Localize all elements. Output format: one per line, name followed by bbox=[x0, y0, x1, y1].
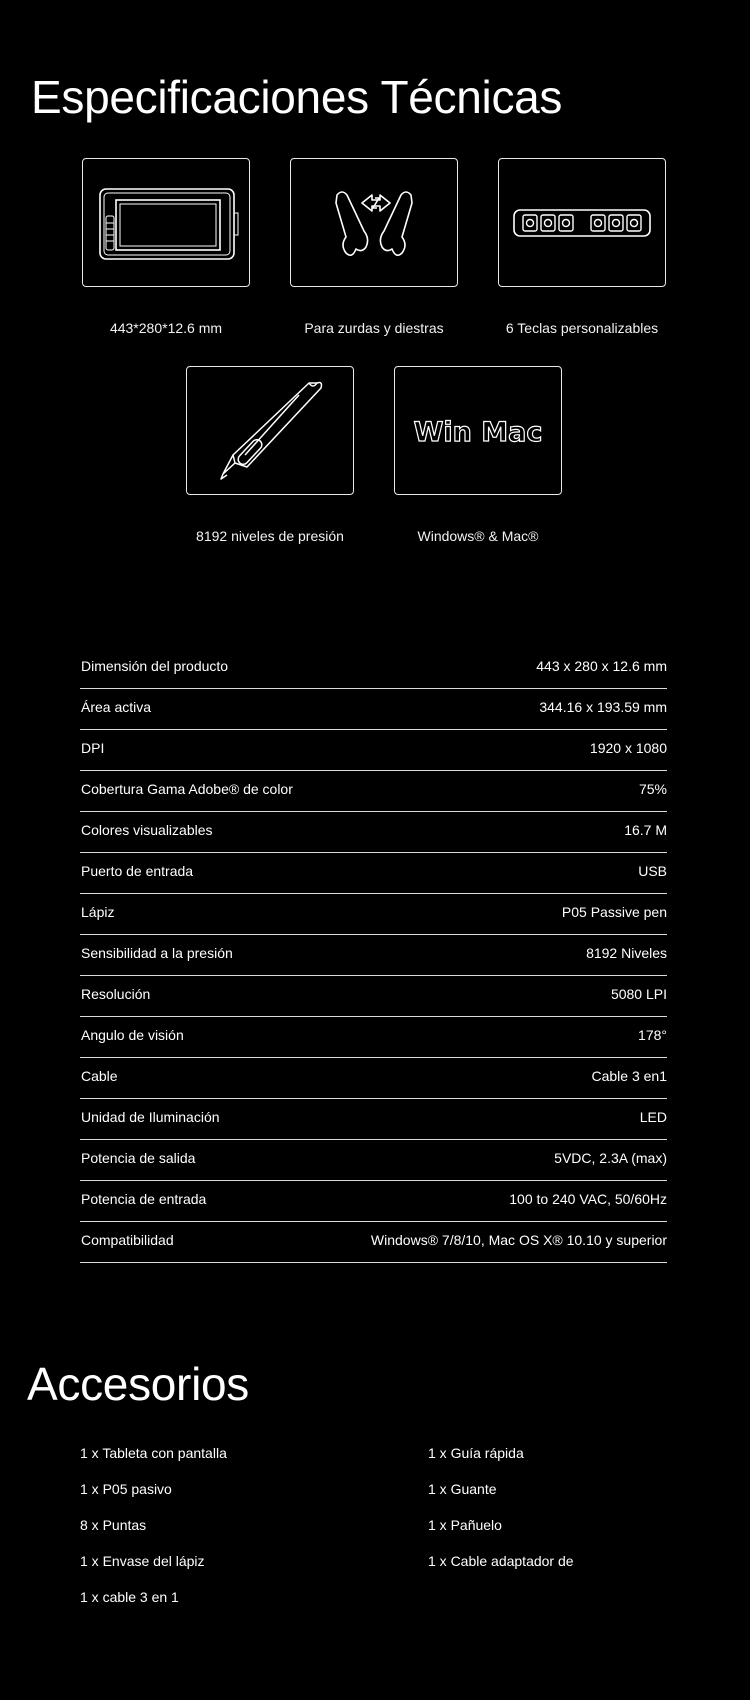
spec-value: 100 to 240 VAC, 50/60Hz bbox=[509, 1191, 667, 1207]
page-title: Especificaciones Técnicas bbox=[31, 71, 563, 123]
win-mac-logo-text: Win Mac bbox=[413, 416, 543, 448]
list-item: 1 x Pañuelo bbox=[428, 1517, 502, 1533]
accessories-title: Accesorios bbox=[27, 1358, 249, 1410]
spec-value: 5080 LPI bbox=[610, 986, 667, 1002]
spec-value: LED bbox=[639, 1109, 667, 1125]
feature-keys bbox=[498, 158, 666, 336]
spec-value: 178° bbox=[638, 1027, 667, 1043]
spec-row bbox=[80, 853, 667, 894]
spec-row bbox=[80, 1099, 667, 1140]
spec-row bbox=[80, 1222, 667, 1263]
spec-row bbox=[80, 935, 667, 976]
spec-label: Cobertura Gama Adobe® de color bbox=[81, 781, 293, 797]
feature-box bbox=[498, 158, 666, 287]
accessories-list-right bbox=[428, 1445, 574, 1589]
list-item: 1 x cable 3 en 1 bbox=[80, 1589, 179, 1605]
feature-caption: 8192 niveles de presión bbox=[196, 528, 344, 544]
spec-label: Cable bbox=[81, 1068, 118, 1084]
spec-row bbox=[80, 1017, 667, 1058]
spec-value: 344.16 x 193.59 mm bbox=[539, 699, 667, 715]
spec-value: 443 x 280 x 12.6 mm bbox=[536, 658, 667, 674]
feature-pen bbox=[186, 366, 354, 544]
spec-table bbox=[80, 648, 667, 1263]
feature-box bbox=[394, 366, 562, 495]
spec-row bbox=[80, 812, 667, 853]
spec-value: 1920 x 1080 bbox=[589, 740, 667, 756]
spec-label: Potencia de entrada bbox=[81, 1191, 207, 1207]
left-right-hands-icon bbox=[314, 173, 434, 273]
feature-box bbox=[290, 158, 458, 287]
spec-value: Cable 3 en1 bbox=[591, 1068, 667, 1084]
spec-label: Colores visualizables bbox=[81, 822, 213, 838]
spec-row bbox=[80, 730, 667, 771]
spec-value: 16.7 M bbox=[624, 822, 667, 838]
feature-hands bbox=[290, 158, 458, 336]
spec-label: Sensibilidad a la presión bbox=[81, 945, 233, 961]
pen-icon bbox=[205, 371, 335, 491]
spec-value: 8192 Niveles bbox=[586, 945, 667, 961]
list-item: 8 x Puntas bbox=[80, 1517, 147, 1533]
feature-caption: 443*280*12.6 mm bbox=[109, 320, 223, 336]
feature-caption: Windows® & Mac® bbox=[417, 528, 539, 544]
list-item: 1 x Guía rápida bbox=[428, 1445, 524, 1461]
spec-label: DPI bbox=[81, 740, 105, 756]
spec-row bbox=[80, 689, 667, 730]
spec-value: 5VDC, 2.3A (max) bbox=[554, 1150, 667, 1166]
feature-caption: Para zurdas y diestras bbox=[304, 320, 444, 336]
list-item: 1 x Cable adaptador de bbox=[428, 1553, 574, 1569]
accessories-list-left bbox=[80, 1445, 227, 1625]
spec-row bbox=[80, 771, 667, 812]
spec-value: 75% bbox=[638, 781, 667, 797]
tablet-icon bbox=[91, 173, 241, 273]
spec-label: Lápiz bbox=[81, 904, 115, 920]
feature-box bbox=[186, 366, 354, 495]
spec-row bbox=[80, 1181, 667, 1222]
feature-dimensions bbox=[82, 158, 250, 336]
spec-label: Resolución bbox=[81, 986, 151, 1002]
feature-box bbox=[82, 158, 250, 287]
spec-row bbox=[80, 976, 667, 1017]
spec-label: Dimensión del producto bbox=[81, 658, 229, 674]
spec-label: Área activa bbox=[81, 699, 152, 715]
win-mac-icon bbox=[403, 401, 553, 461]
spec-value: USB bbox=[638, 863, 667, 879]
spec-row bbox=[80, 1140, 667, 1181]
list-item: 1 x Envase del lápiz bbox=[80, 1553, 205, 1569]
spec-label: Puerto de entrada bbox=[81, 863, 194, 879]
list-item: 1 x Guante bbox=[428, 1481, 497, 1497]
spec-label: Angulo de visión bbox=[81, 1027, 184, 1043]
spec-label: Unidad de Iluminación bbox=[81, 1109, 220, 1125]
feature-caption: 6 Teclas personalizables bbox=[505, 320, 659, 336]
spec-row bbox=[80, 648, 667, 689]
list-item: 1 x Tableta con pantalla bbox=[80, 1445, 227, 1461]
feature-os bbox=[394, 366, 562, 544]
spec-label: Compatibilidad bbox=[81, 1232, 174, 1248]
spec-value: P05 Passive pen bbox=[561, 904, 667, 920]
spec-row bbox=[80, 894, 667, 935]
spec-row bbox=[80, 1058, 667, 1099]
list-item: 1 x P05 pasivo bbox=[80, 1481, 172, 1497]
shortcut-keys-icon bbox=[507, 198, 657, 248]
spec-value: Windows® 7/8/10, Mac OS X® 10.10 y superior bbox=[370, 1232, 667, 1248]
spec-label: Potencia de salida bbox=[81, 1150, 196, 1166]
